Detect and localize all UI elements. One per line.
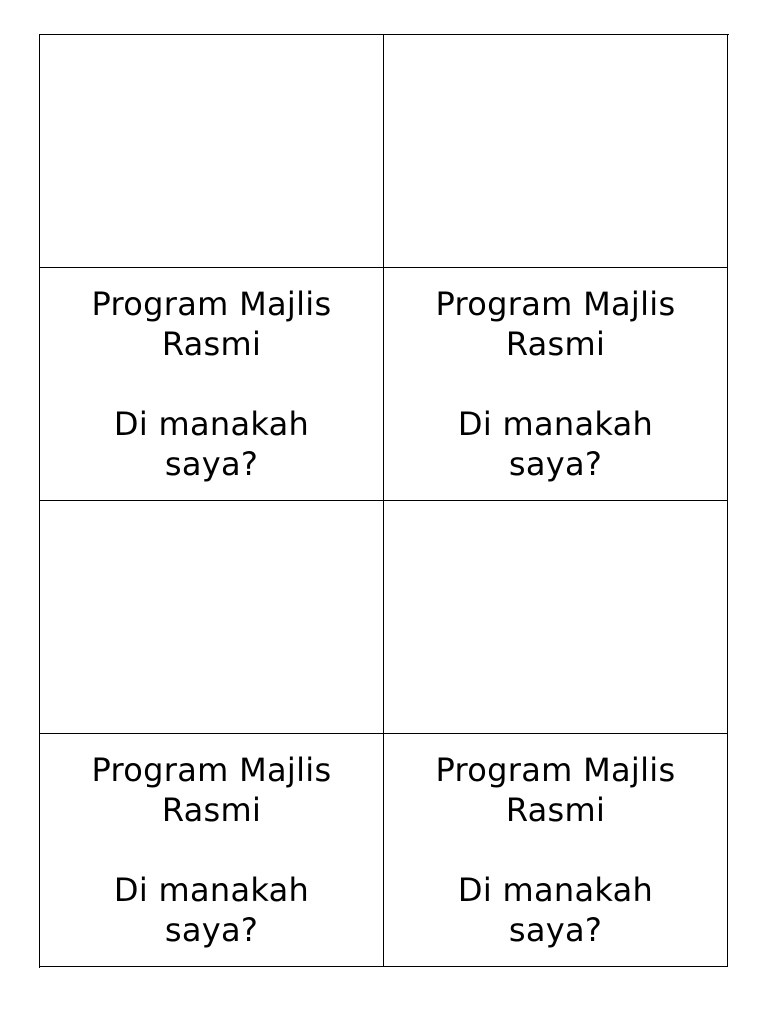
card-title-line: Program Majlis bbox=[435, 751, 676, 789]
card-title-line: Rasmi bbox=[161, 791, 262, 829]
card-table bbox=[39, 34, 729, 968]
card-title-line: Rasmi bbox=[161, 325, 262, 363]
card-title-line: Rasmi bbox=[505, 791, 606, 829]
card-question-line: Di manakah bbox=[113, 871, 310, 909]
card-question-line: Di manakah bbox=[457, 871, 654, 909]
card-title-line: Program Majlis bbox=[91, 751, 332, 789]
card-question-line: saya? bbox=[508, 445, 603, 483]
blank-cell-mid-left bbox=[40, 501, 384, 734]
blank-cell-mid-right bbox=[384, 501, 728, 734]
card-question-line: saya? bbox=[164, 911, 259, 949]
card-title-line: Program Majlis bbox=[91, 285, 332, 323]
card-cell bbox=[40, 268, 384, 501]
card-question-line: saya? bbox=[164, 445, 259, 483]
card-cell bbox=[384, 734, 728, 967]
card-question-line: Di manakah bbox=[113, 405, 310, 443]
card-title-line: Program Majlis bbox=[435, 285, 676, 323]
card-cell bbox=[384, 268, 728, 501]
blank-cell-top-right bbox=[384, 35, 728, 268]
card-question-line: saya? bbox=[508, 911, 603, 949]
card-question-line: Di manakah bbox=[457, 405, 654, 443]
blank-cell-top-left bbox=[40, 35, 384, 268]
card-cell bbox=[40, 734, 384, 967]
card-title-line: Rasmi bbox=[505, 325, 606, 363]
